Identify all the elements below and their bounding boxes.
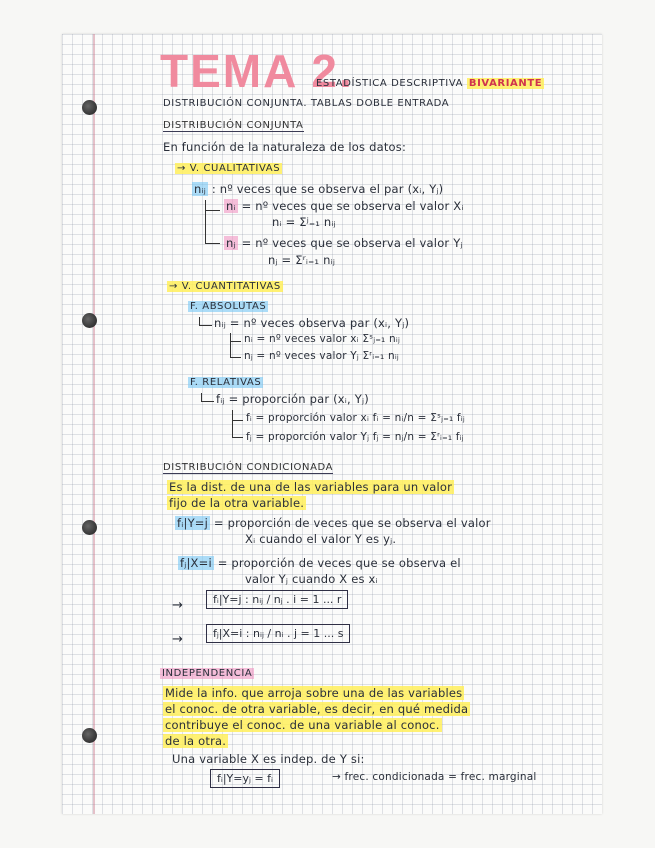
indep-line-4: de la otra. (165, 734, 227, 748)
indep-line-2: el conoc. de otra variable, es decir, en qué medida (165, 702, 469, 716)
bracket (199, 317, 212, 326)
binder-hole (82, 100, 97, 115)
label-relativas: F. RELATIVAS (190, 377, 262, 388)
label-absolutas: F. ABSOLUTAS (190, 301, 267, 312)
bracket (201, 393, 214, 402)
nj-formula: nⱼ = Σʳᵢ₌₁ nᵢⱼ (268, 253, 336, 267)
subtitle-highlight: BIVARIANTE (468, 78, 543, 89)
heading-conjunta: DISTRIBUCIÓN CONJUNTA (163, 120, 304, 131)
label-cualitativas: → V. CUALITATIVAS (177, 163, 281, 174)
bracket (232, 420, 243, 438)
cond-def-2: fijo de la otra variable. (169, 496, 305, 510)
subtitle-prefix: ESTADÍSTICA DESCRIPTIVA (316, 78, 464, 89)
rel-fj: fⱼ = proporción valor Yⱼ fⱼ = nⱼ/n = Σʳᵢ₌₁ fᵢⱼ (246, 431, 464, 443)
abs-nij: nᵢⱼ = nº veces observa par (xᵢ, Yⱼ) (214, 316, 410, 330)
formula-box-indep: fᵢ|Y=yⱼ = fᵢ (210, 769, 280, 788)
binder-hole (82, 728, 97, 743)
binder-hole (82, 313, 97, 328)
bracket (230, 341, 241, 358)
subtitle (316, 78, 544, 89)
formula-box-fi: fᵢ|Y=j : nᵢⱼ / nⱼ . i = 1 ... r (206, 590, 348, 609)
cond-fi-def: fᵢ|Y=j = proporción de veces que se observa el valor (177, 516, 491, 530)
heading-independencia: INDEPENDENCIA (162, 668, 253, 679)
cond-fj-def-2: valor Yⱼ cuando X es xᵢ (245, 572, 378, 586)
binder-hole (82, 520, 97, 535)
indep-condition: Una variable X es indep. de Y si: (172, 752, 365, 766)
rel-fi: fᵢ = proporción valor xᵢ fᵢ = nᵢ/n = Σˢⱼ₌₁ fᵢⱼ (246, 412, 465, 424)
nj-def: nⱼ = nº veces que se observa el valor Yⱼ (226, 236, 463, 250)
label-cuantitativas: → V. CUANTITATIVAS (169, 281, 281, 292)
ni-formula: nᵢ = Σʲ₌₁ nᵢⱼ (272, 215, 336, 229)
arrow: → (172, 632, 184, 647)
page-title: TEMA 2. (160, 45, 354, 97)
indep-tail: → frec. condicionada = frec. marginal (332, 771, 537, 783)
ni-def: nᵢ = nº veces que se observa el valor Xᵢ (226, 199, 464, 213)
indep-line-1: Mide la info. que arroja sobre una de las variables (165, 686, 463, 700)
margin-line (93, 34, 95, 814)
abs-nj: nⱼ = nº veces valor Yⱼ Σʳᵢ₌₁ nᵢⱼ (244, 350, 399, 362)
abs-ni: nᵢ = nº veces valor xᵢ Σˢⱼ₌₁ nᵢⱼ (244, 333, 400, 345)
bracket (205, 210, 220, 244)
intro-text: En función de la naturaleza de los datos: (163, 140, 407, 154)
line-dist-tablas: DISTRIBUCIÓN CONJUNTA. TABLAS DOBLE ENTRADA (163, 98, 450, 109)
indep-line-3: contribuye el conoc. de una variable al conoc. (165, 718, 440, 732)
formula-box-fj: fⱼ|X=i : nᵢⱼ / nᵢ . j = 1 ... s (206, 624, 350, 643)
rel-fij: fᵢⱼ = proporción par (xᵢ, Yⱼ) (216, 392, 369, 406)
cond-def-1: Es la dist. de una de las variables para un valor (169, 480, 453, 494)
arrow: → (172, 598, 184, 613)
cond-fj-def: fⱼ|X=i = proporción de veces que se observa el (180, 556, 461, 570)
heading-condicionada: DISTRIBUCIÓN CONDICIONADA (163, 462, 334, 473)
nij-def: nᵢⱼ : nº veces que se observa el par (xᵢ, Yⱼ) (194, 182, 444, 196)
cond-fi-def-2: Xᵢ cuando el valor Y es yⱼ. (245, 532, 397, 546)
